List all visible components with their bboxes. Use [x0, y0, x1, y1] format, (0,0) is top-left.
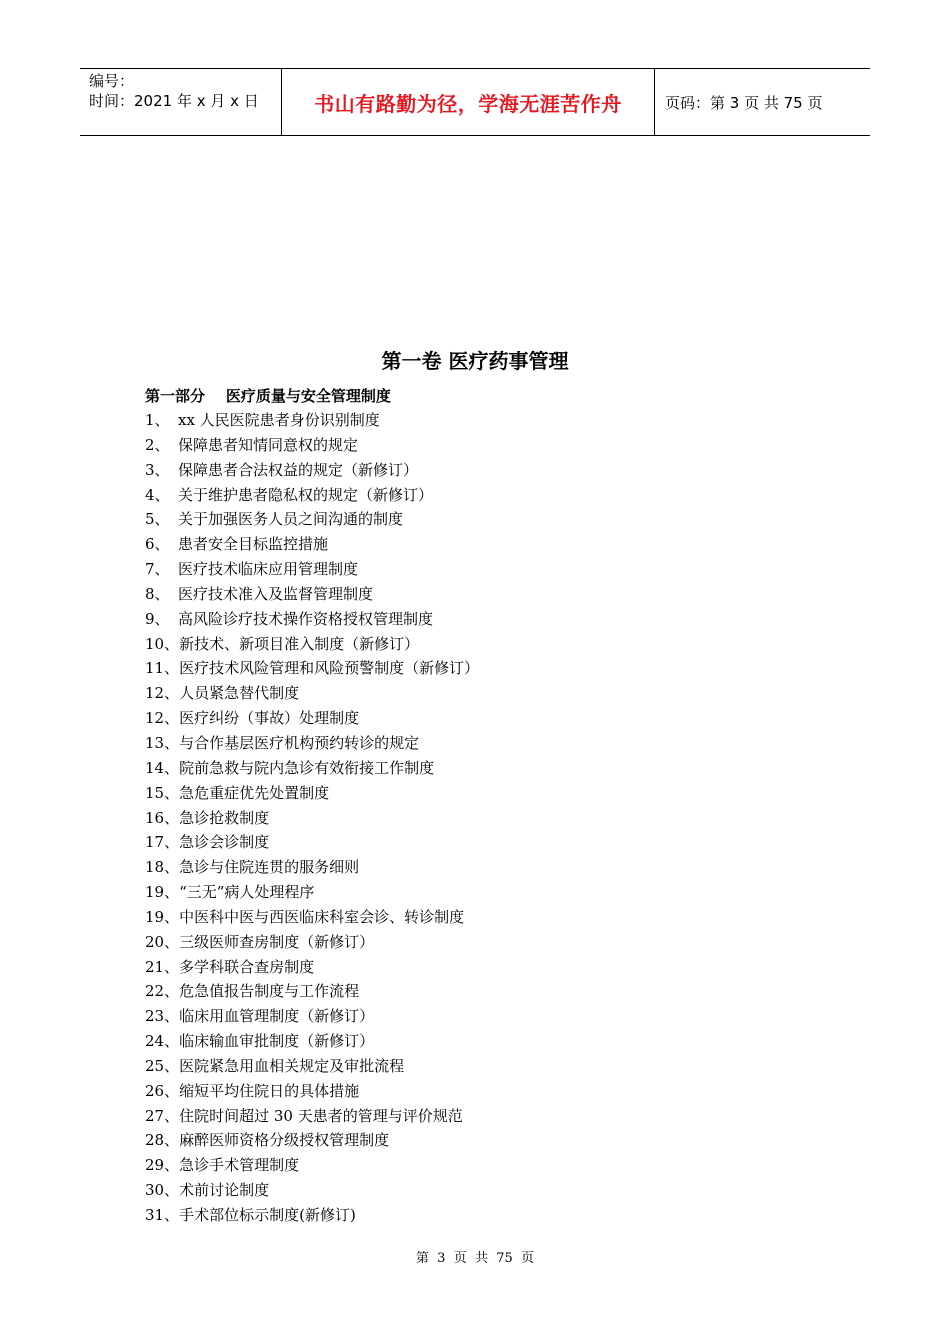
toc-item-number: 23、: [145, 1007, 180, 1026]
toc-item-text: 急诊抢救制度: [179, 808, 270, 827]
toc-item: [145, 979, 479, 1004]
toc-item-text: 医疗技术准入及监督管理制度: [178, 584, 374, 603]
toc-item-number: 11、: [145, 659, 180, 678]
header-meta-cell: [80, 69, 282, 135]
toc-item: [145, 433, 479, 458]
toc-item-text: 急诊与住院连贯的服务细则: [179, 858, 360, 877]
toc-list: [145, 408, 479, 1228]
toc-item-number: 16、: [145, 808, 180, 827]
toc-item: [145, 582, 479, 607]
toc-item-number: 17、: [145, 833, 180, 852]
toc-item: [145, 905, 479, 930]
toc-item: [145, 955, 479, 980]
toc-item-number: 30、: [145, 1181, 180, 1200]
toc-item: [145, 855, 479, 880]
toc-item-number: 8、: [145, 584, 170, 603]
toc-item: [145, 880, 479, 905]
toc-item: [145, 1004, 479, 1029]
toc-item-text: 院前急救与院内急诊有效衔接工作制度: [179, 758, 435, 777]
toc-item: [145, 781, 479, 806]
toc-item-number: 7、: [145, 560, 170, 579]
toc-item-number: 2、: [145, 435, 170, 454]
header-motto-cell: [282, 69, 655, 135]
toc-item-text: 医院紧急用血相关规定及审批流程: [179, 1056, 405, 1075]
toc-item-number: 15、: [145, 783, 180, 802]
toc-item: [145, 1104, 479, 1129]
toc-item: [145, 458, 479, 483]
toc-item-number: 27、: [145, 1106, 180, 1125]
toc-item-text: 高风险诊疗技术操作资格授权管理制度: [178, 609, 434, 628]
toc-item-number: 28、: [145, 1131, 180, 1150]
toc-item: [145, 756, 479, 781]
toc-item: [145, 507, 479, 532]
toc-item-number: 12、: [145, 684, 180, 703]
toc-item-text: 缩短平均住院日的具体措施: [179, 1081, 360, 1100]
toc-item: [145, 1203, 479, 1228]
toc-item: [145, 1153, 479, 1178]
toc-item-text: 住院时间超过 30 天患者的管理与评价规范: [179, 1106, 463, 1125]
toc-item-number: 31、: [145, 1206, 180, 1224]
toc-item-text: xx 人民医院患者身份识别制度: [178, 411, 380, 429]
section-title: 第一部分 医疗质量与安全管理制度: [145, 387, 391, 405]
toc-item-text: 医疗技术风险管理和风险预警制度（新修订）: [179, 659, 480, 678]
toc-item-number: 26、: [145, 1081, 180, 1100]
toc-item-text: 临床输血审批制度（新修订）: [179, 1032, 375, 1051]
toc-item-text: 临床用血管理制度（新修订）: [179, 1007, 375, 1026]
page-info: 页码：第 3 页 共 75 页: [665, 93, 823, 112]
toc-item-text: 三级医师查房制度（新修订）: [179, 932, 375, 951]
toc-item: [145, 1054, 479, 1079]
toc-item: [145, 731, 479, 756]
toc-item-text: 医疗技术临床应用管理制度: [178, 560, 359, 579]
toc-item-number: 6、: [145, 535, 170, 554]
toc-item: [145, 830, 479, 855]
toc-item-text: 危急值报告制度与工作流程: [179, 982, 360, 1001]
toc-item-text: 手术部位标示制度(新修订): [179, 1206, 356, 1224]
toc-item-number: 12、: [145, 709, 180, 728]
date-label: 时间：2021 年 x 月 x 日: [89, 92, 259, 110]
toc-item: [145, 483, 479, 508]
toc-item-number: 19、: [145, 883, 180, 902]
toc-item-text: 医疗纠纷（事故）处理制度: [179, 709, 360, 728]
toc-item-number: 1、: [145, 411, 170, 429]
toc-item-number: 14、: [145, 758, 180, 777]
toc-item-text: 保障患者合法权益的规定（新修订）: [178, 460, 419, 479]
toc-item-text: 术前讨论制度: [179, 1181, 270, 1200]
toc-item: [145, 532, 479, 557]
toc-item-number: 19、: [145, 907, 180, 926]
toc-item-number: 5、: [145, 510, 170, 529]
toc-item-text: “三无”病人处理程序: [179, 883, 315, 902]
toc-item: [145, 1079, 479, 1104]
toc-item: [145, 656, 479, 681]
toc-item-text: 中医科中医与西医临床科室会诊、转诊制度: [179, 907, 465, 926]
document-title: 第一卷 医疗药事管理: [381, 349, 569, 373]
toc-item-number: 18、: [145, 858, 180, 877]
toc-item-number: 21、: [145, 957, 180, 976]
toc-item: [145, 681, 479, 706]
toc-item: [145, 1029, 479, 1054]
toc-item-number: 25、: [145, 1056, 180, 1075]
toc-item-number: 13、: [145, 733, 180, 752]
toc-item: [145, 632, 479, 657]
toc-item-number: 29、: [145, 1156, 180, 1175]
toc-item-text: 与合作基层医疗机构预约转诊的规定: [179, 733, 420, 752]
toc-item-text: 急诊手术管理制度: [179, 1156, 300, 1175]
toc-item: [145, 1128, 479, 1153]
page-header: [80, 68, 870, 136]
toc-item-text: 新技术、新项目准入制度（新修订）: [179, 634, 420, 653]
toc-item-text: 保障患者知情同意权的规定: [178, 435, 359, 454]
toc-item: [145, 806, 479, 831]
number-label: 编号：: [89, 72, 135, 90]
toc-item-number: 20、: [145, 932, 180, 951]
toc-item-text: 麻醉医师资格分级授权管理制度: [179, 1131, 390, 1150]
motto-text: 书山有路勤为径，学海无涯苦作舟: [314, 91, 622, 116]
page-footer: 第 3 页 共 75 页: [415, 1251, 535, 1266]
toc-item-text: 急危重症优先处置制度: [179, 783, 330, 802]
toc-item: [145, 706, 479, 731]
toc-item: [145, 408, 479, 433]
header-page-cell: [655, 69, 870, 135]
toc-item-text: 关于加强医务人员之间沟通的制度: [178, 510, 404, 529]
toc-item-text: 急诊会诊制度: [179, 833, 270, 852]
toc-item: [145, 557, 479, 582]
toc-item-text: 多学科联合查房制度: [179, 957, 315, 976]
toc-item-number: 9、: [145, 609, 170, 628]
toc-item-text: 关于维护患者隐私权的规定（新修订）: [178, 485, 434, 504]
toc-item-number: 24、: [145, 1032, 180, 1051]
toc-item: [145, 930, 479, 955]
toc-item: [145, 1178, 479, 1203]
toc-item-text: 人员紧急替代制度: [179, 684, 300, 703]
toc-item-number: 10、: [145, 634, 180, 653]
toc-item: [145, 607, 479, 632]
toc-item-number: 22、: [145, 982, 180, 1001]
toc-item-number: 3、: [145, 460, 170, 479]
toc-item-text: 患者安全目标监控措施: [178, 535, 329, 554]
toc-item-number: 4、: [145, 485, 170, 504]
